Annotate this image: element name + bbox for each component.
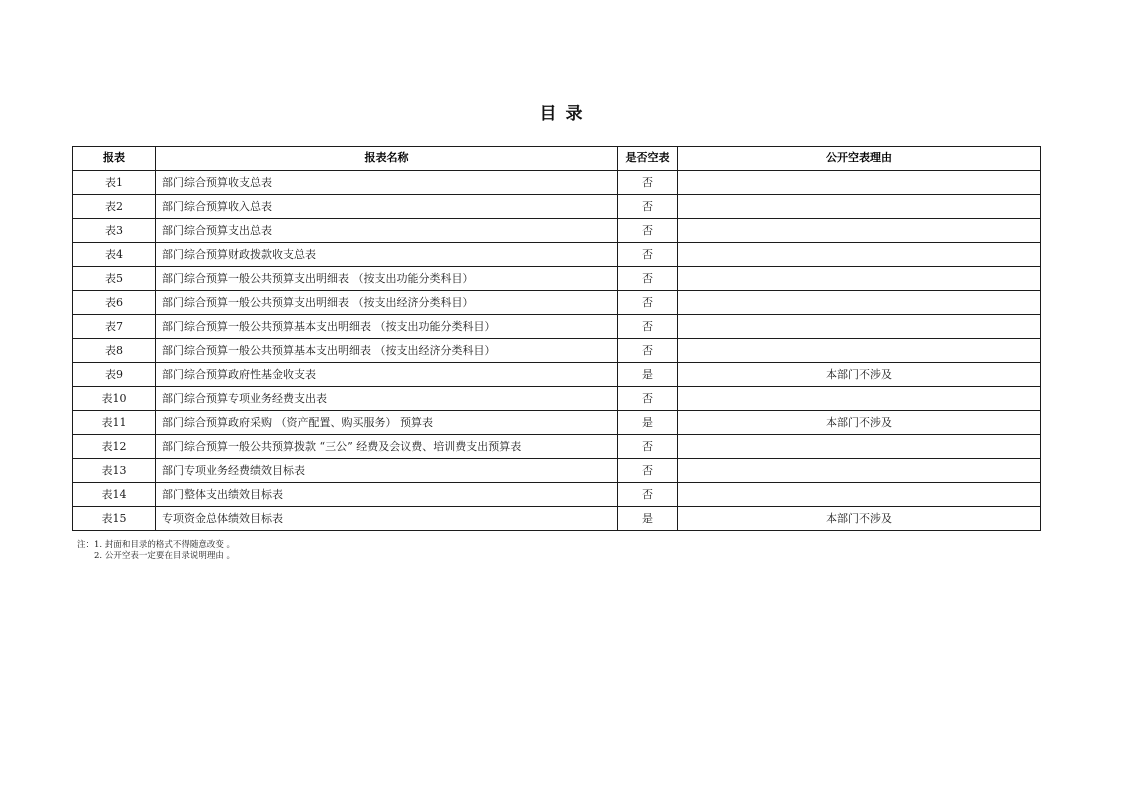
report-id-cell: 表13 [73, 459, 156, 483]
table-row [73, 291, 1041, 315]
reason-cell: 本部门不涉及 [678, 363, 1041, 387]
table-row [73, 459, 1041, 483]
report-id-cell: 表14 [73, 483, 156, 507]
reason-cell [678, 291, 1041, 315]
is-empty-cell: 否 [618, 291, 678, 315]
report-name-cell: 部门综合预算政府性基金收支表 [156, 363, 618, 387]
reason-cell [678, 243, 1041, 267]
report-id-cell: 表15 [73, 507, 156, 531]
reason-cell [678, 171, 1041, 195]
table-row [73, 411, 1041, 435]
table-row [73, 387, 1041, 411]
table-row [73, 339, 1041, 363]
is-empty-cell: 否 [618, 195, 678, 219]
footnote-lines [94, 540, 235, 561]
reason-cell [678, 459, 1041, 483]
report-id-cell: 表10 [73, 387, 156, 411]
reason-cell [678, 387, 1041, 411]
table-row [73, 243, 1041, 267]
is-empty-cell: 否 [618, 435, 678, 459]
report-id-cell: 表1 [73, 171, 156, 195]
table-row [73, 363, 1041, 387]
report-id-cell: 表8 [73, 339, 156, 363]
is-empty-cell: 否 [618, 267, 678, 291]
is-empty-cell: 否 [618, 483, 678, 507]
report-name-cell: 部门整体支出绩效目标表 [156, 483, 618, 507]
report-id-cell: 表12 [73, 435, 156, 459]
is-empty-cell: 否 [618, 243, 678, 267]
table-row [73, 195, 1041, 219]
reason-cell [678, 483, 1041, 507]
report-name-cell: 部门综合预算一般公共预算基本支出明细表 （按支出经济分类科目） [156, 339, 618, 363]
col-header-reason: 公开空表理由 [678, 147, 1041, 171]
report-id-cell: 表11 [73, 411, 156, 435]
report-id-cell: 表4 [73, 243, 156, 267]
report-id-cell: 表7 [73, 315, 156, 339]
report-name-cell: 部门综合预算支出总表 [156, 219, 618, 243]
is-empty-cell: 否 [618, 315, 678, 339]
is-empty-cell: 否 [618, 387, 678, 411]
col-header-report-id: 报表 [73, 147, 156, 171]
table-header-row [73, 147, 1041, 171]
table-row [73, 267, 1041, 291]
is-empty-cell: 否 [618, 339, 678, 363]
footnote-line: 2. 公开空表一定要在目录说明理由 。 [94, 550, 236, 561]
report-id-cell: 表6 [73, 291, 156, 315]
report-name-cell: 专项资金总体绩效目标表 [156, 507, 618, 531]
page-title: 目录 [539, 104, 592, 124]
report-id-cell: 表9 [73, 363, 156, 387]
is-empty-cell: 是 [618, 363, 678, 387]
table-row [73, 435, 1041, 459]
report-name-cell: 部门综合预算收入总表 [156, 195, 618, 219]
report-id-cell: 表3 [73, 219, 156, 243]
is-empty-cell: 是 [618, 507, 678, 531]
reason-cell [678, 219, 1041, 243]
is-empty-cell: 是 [618, 411, 678, 435]
report-name-cell: 部门专项业务经费绩效目标表 [156, 459, 618, 483]
report-name-cell: 部门综合预算一般公共预算支出明细表 （按支出功能分类科目） [156, 267, 618, 291]
is-empty-cell: 否 [618, 219, 678, 243]
reason-cell: 本部门不涉及 [678, 507, 1041, 531]
report-id-cell: 表5 [73, 267, 156, 291]
table-row [73, 507, 1041, 531]
reason-cell: 本部门不涉及 [678, 411, 1041, 435]
report-name-cell: 部门综合预算政府采购 （资产配置、购买服务） 预算表 [156, 411, 618, 435]
table-row [73, 219, 1041, 243]
report-name-cell: 部门综合预算一般公共预算支出明细表 （按支出经济分类科目） [156, 291, 618, 315]
table-row [73, 171, 1041, 195]
table-row [73, 315, 1041, 339]
toc-table [72, 146, 1041, 531]
report-name-cell: 部门综合预算一般公共预算拨款 “三公” 经费及会议费、培训费支出预算表 [156, 435, 618, 459]
reason-cell [678, 195, 1041, 219]
table-row [73, 483, 1041, 507]
col-header-is-empty: 是否空表 [618, 147, 678, 171]
report-name-cell: 部门综合预算专项业务经费支出表 [156, 387, 618, 411]
report-id-cell: 表2 [73, 195, 156, 219]
reason-cell [678, 267, 1041, 291]
report-name-cell: 部门综合预算收支总表 [156, 171, 618, 195]
is-empty-cell: 否 [618, 171, 678, 195]
footnotes [77, 540, 235, 561]
reason-cell [678, 435, 1041, 459]
reason-cell [678, 339, 1041, 363]
footnote-line: 1. 封面和目录的格式不得随意改变 。 [94, 540, 236, 550]
is-empty-cell: 否 [618, 459, 678, 483]
col-header-report-name: 报表名称 [156, 147, 618, 171]
report-name-cell: 部门综合预算一般公共预算基本支出明细表 （按支出功能分类科目） [156, 315, 618, 339]
report-name-cell: 部门综合预算财政拨款收支总表 [156, 243, 618, 267]
footnote-label: 注： [77, 540, 95, 550]
reason-cell [678, 315, 1041, 339]
